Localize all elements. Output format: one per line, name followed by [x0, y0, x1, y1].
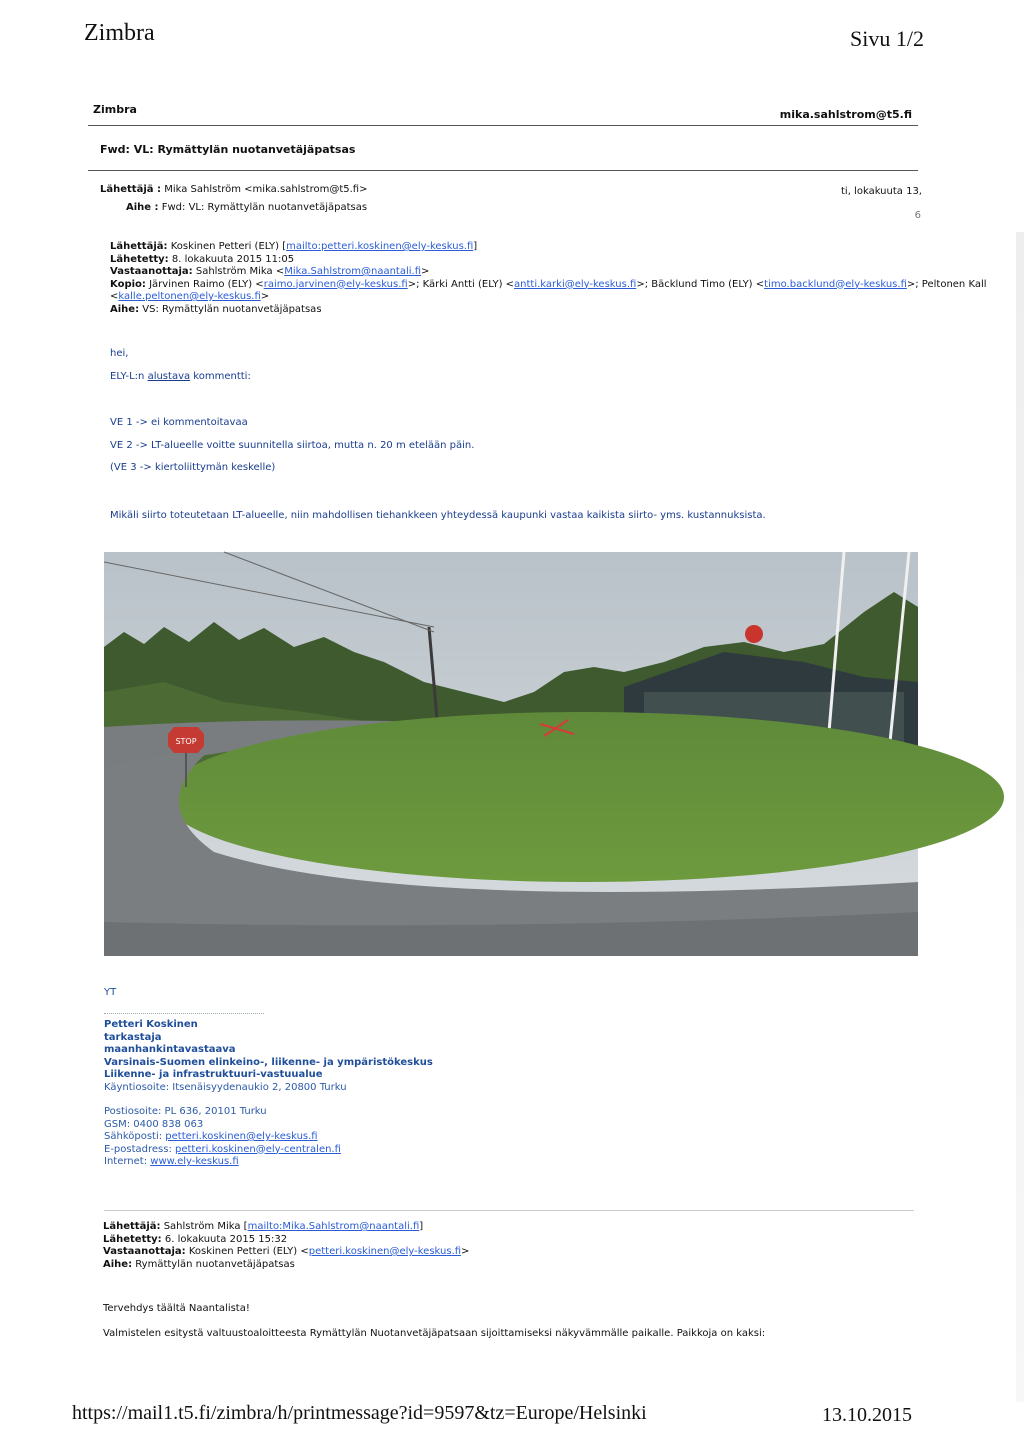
- fwd-cc-link-4[interactable]: kalle.peltonen@ely-keskus.fi: [118, 291, 261, 302]
- fwd-to-label: Vastaanottaja:: [110, 266, 193, 277]
- meta-from-value: Mika Sahlström <mika.sahlstrom@t5.fi>: [164, 184, 368, 195]
- message-date-cut: 6: [914, 210, 921, 221]
- fwd-subject-label: Aihe:: [110, 303, 140, 315]
- divider: [104, 1210, 914, 1211]
- sig-postal: Postiosoite: PL 636, 20101 Turku: [104, 1106, 267, 1117]
- orig-sent-label: Lähetetty:: [103, 1233, 162, 1245]
- fwd-cc-text: >; Kärki Antti (ELY) <: [407, 278, 515, 290]
- stop-sign-text: STOP: [175, 737, 197, 746]
- site-photo-drawing: [104, 552, 918, 956]
- meta-from: [100, 184, 367, 195]
- sig-name: Petteri Koskinen: [104, 1019, 198, 1030]
- orig-from-end: ]: [419, 1221, 424, 1232]
- orig-from-label: Lähettäjä:: [103, 1221, 161, 1232]
- page-header-title: Zimbra: [84, 20, 155, 46]
- orig-greeting: Tervehdys täältä Naantalista!: [103, 1303, 250, 1314]
- divider: [88, 125, 918, 126]
- fwd-cc-link-3[interactable]: timo.backlund@ely-keskus.fi: [764, 278, 907, 290]
- orig-to-label: Vastaanottaja:: [103, 1246, 186, 1257]
- orig-subject-value: Rymättylän nuotanvetäjäpatsas: [135, 1258, 295, 1270]
- fwd-from-link[interactable]: mailto:petteri.koskinen@ely-keskus.fi: [286, 241, 474, 252]
- meta-from-label: Lähettäjä :: [100, 184, 161, 195]
- message-date: ti, lokakuuta 13,: [841, 186, 922, 197]
- fwd-to-end: >: [421, 266, 430, 277]
- body-intro-start: ELY-L:n: [110, 371, 148, 382]
- sig-internet-label: Internet:: [104, 1156, 151, 1167]
- meta-subject: [126, 202, 367, 213]
- original-header: [103, 1221, 469, 1271]
- divider: [88, 170, 918, 171]
- fwd-from-value: Koskinen Petteri (ELY) [: [170, 241, 287, 252]
- signature-block: [104, 1019, 433, 1094]
- body-intro-end: kommentti:: [190, 371, 251, 382]
- sig-epost-link[interactable]: petteri.koskinen@ely-centralen.fi: [175, 1143, 341, 1155]
- sig-title2: maanhankintavastaava: [104, 1044, 236, 1055]
- sig-email-link[interactable]: petteri.koskinen@ely-keskus.fi: [165, 1131, 318, 1142]
- fwd-from-label: Lähettäjä:: [110, 241, 168, 252]
- body-ve2: VE 2 -> LT-alueelle voitte suunnitella siirtoa, mutta n. 20 m etelään päin.: [110, 440, 475, 451]
- body-ve3: (VE 3 -> kiertoliittymän keskelle): [110, 462, 276, 473]
- fwd-cc-text: <: [110, 291, 119, 302]
- orig-from-value: Sahlström Mika [: [163, 1221, 248, 1232]
- divider: [104, 1013, 264, 1014]
- fwd-cc-label: Kopio:: [110, 278, 146, 290]
- sig-closing: YT: [104, 987, 117, 998]
- message-subject: Fwd: VL: Rymättylän nuotanvetäjäpatsas: [100, 143, 356, 156]
- body-ve1: VE 1 -> ei kommentoitavaa: [110, 417, 248, 428]
- account-email: mika.sahlstrom@t5.fi: [779, 108, 912, 121]
- footer-url: https://mail1.t5.fi/zimbra/h/printmessage?id=9597&tz=Europe/Helsinki: [72, 1402, 647, 1424]
- fwd-subject-value: VS: Rymättylän nuotanvetäjäpatsas: [142, 303, 322, 315]
- orig-to-link[interactable]: petteri.koskinen@ely-keskus.fi: [308, 1246, 462, 1257]
- orig-text: Valmistelen esitystä valtuustoaloitteesta Rymättylän Nuotanvetäjäpatsaan sijoittamiseksi näkyvämmälle paikalle. Paikkoja on kaksi:: [103, 1328, 766, 1339]
- sig-email-label: Sähköposti:: [104, 1131, 166, 1142]
- fwd-sent-value: 8. lokakuuta 2015 11:05: [171, 253, 295, 265]
- body-note: Mikäli siirto toteutetaan LT-alueelle, niin mahdollisen tiehankkeen yhteydessä kaupunki vastaa kaikista siirto- yms. kustannuksista.: [110, 510, 766, 521]
- orig-to-end: >: [461, 1246, 470, 1257]
- scan-edge: [1016, 232, 1024, 1402]
- alustava-link[interactable]: alustava: [147, 371, 191, 382]
- fwd-cc-text: >; Bäcklund Timo (ELY) <: [636, 278, 765, 290]
- orig-from-link[interactable]: mailto:Mika.Sahlstrom@naantali.fi: [247, 1221, 420, 1232]
- sig-title1: tarkastaja: [104, 1031, 162, 1043]
- meta-subject-label: Aihe :: [126, 202, 159, 213]
- signature-contact: [104, 1106, 341, 1169]
- sig-visit: Käyntiosoite: Itsenäisyydenaukio 2, 20800 Turku: [104, 1081, 347, 1093]
- sig-epost-label: E-postadress:: [104, 1143, 176, 1155]
- fwd-to-value: Sahlström Mika <: [195, 266, 285, 277]
- zimbra-brand: Zimbra: [93, 103, 137, 116]
- body-intro: [110, 371, 251, 382]
- sign-icon: [745, 625, 763, 643]
- fwd-cc-text: >; Peltonen Kall: [906, 278, 987, 290]
- footer-date: 13.10.2015: [822, 1404, 912, 1426]
- sig-internet-link[interactable]: www.ely-keskus.fi: [150, 1156, 239, 1167]
- sig-gsm: GSM: 0400 838 063: [104, 1118, 204, 1130]
- fwd-cc-text: Järvinen Raimo (ELY) <: [149, 278, 264, 290]
- body-greeting: hei,: [110, 348, 129, 359]
- orig-sent-value: 6. lokakuuta 2015 15:32: [164, 1233, 288, 1245]
- fwd-cc-link-2[interactable]: antti.karki@ely-keskus.fi: [514, 278, 637, 290]
- fwd-sent-label: Lähetetty:: [110, 253, 169, 265]
- fwd-cc-text: >: [260, 291, 270, 302]
- orig-to-value: Koskinen Petteri (ELY) <: [188, 1246, 309, 1257]
- fwd-cc-link-1[interactable]: raimo.jarvinen@ely-keskus.fi: [263, 278, 408, 290]
- page-number: Sivu 1/2: [850, 26, 924, 51]
- sig-org1: Varsinais-Suomen elinkeino-, liikenne- ja ympäristökeskus: [104, 1056, 433, 1068]
- site-photo: [104, 552, 918, 956]
- forwarded-header: [110, 241, 987, 316]
- fwd-to-link[interactable]: Mika.Sahlstrom@naantali.fi: [284, 266, 422, 277]
- orig-subject-label: Aihe:: [103, 1258, 133, 1270]
- meta-subject-value: Fwd: VL: Rymättylän nuotanvetäjäpatsas: [161, 202, 368, 213]
- fwd-from-end: ]: [473, 241, 478, 252]
- sig-org2: Liikenne- ja infrastruktuuri-vastuualue: [104, 1069, 323, 1080]
